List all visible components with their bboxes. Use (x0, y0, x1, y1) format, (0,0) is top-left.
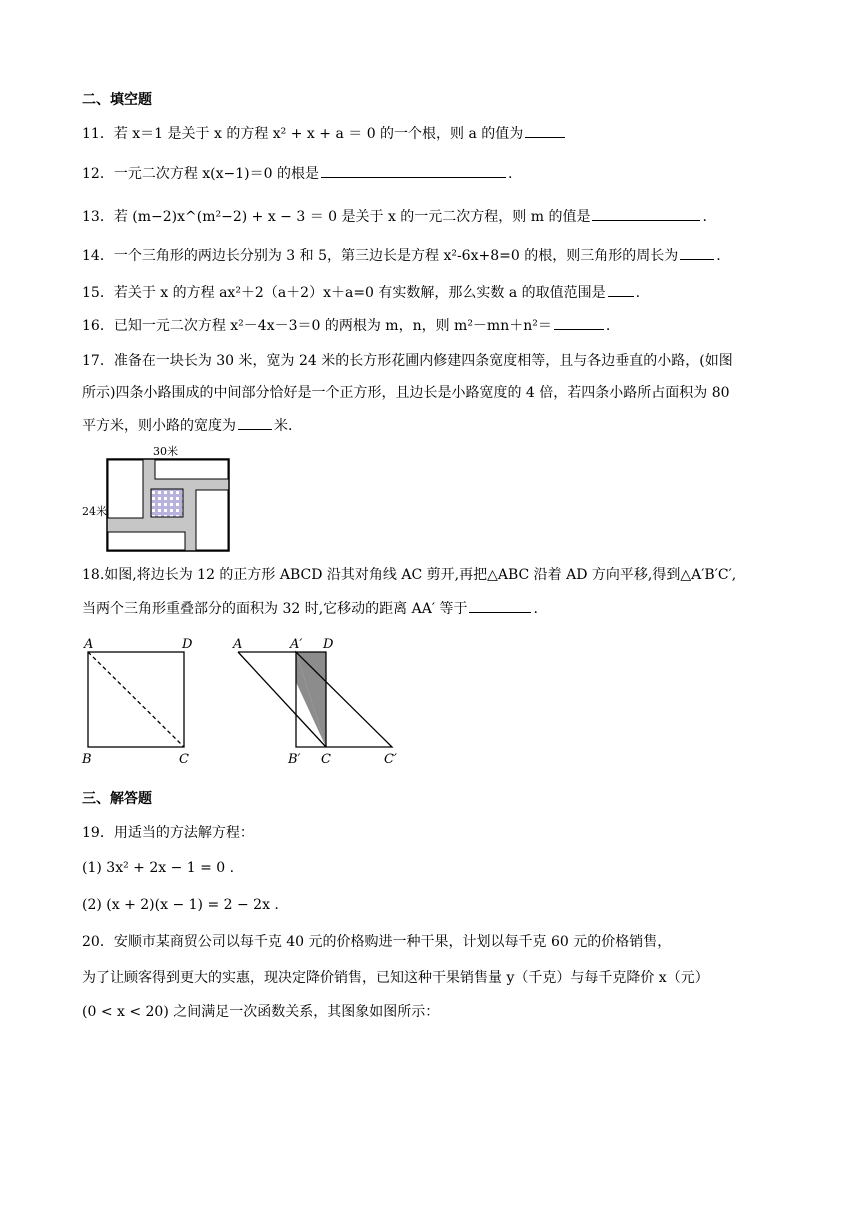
diagonal-ac (88, 652, 184, 747)
question-end: . (508, 166, 513, 182)
question-18-line-1 (82, 565, 736, 585)
label-d: D (323, 637, 334, 652)
question-text-end: 米. (274, 418, 293, 434)
question-number: 20． (82, 934, 114, 950)
question-number: 16． (82, 318, 114, 334)
question-20-line-2: 为了让顾客得到更大的实惠，现决定降价销售，已知这种干果销售量 y（千克）与每千克降价 x（元） (82, 970, 709, 986)
question-11 (82, 123, 567, 144)
question-15 (82, 282, 640, 303)
question-end: . (702, 209, 707, 225)
answer-blank (680, 245, 714, 260)
answer-blank (238, 415, 272, 430)
center-square (151, 489, 183, 517)
question-number: 19． (82, 825, 114, 841)
question-text: 用适当的方法解方程： (113, 825, 254, 841)
question-text-end: . (533, 601, 538, 617)
label-a: A (84, 637, 94, 652)
question-17-line-3 (82, 415, 292, 436)
label-c: C (321, 752, 331, 767)
question-number: 13． (82, 209, 114, 225)
question-text: 已知一元二次方程 x²－4x－3＝0 的两根为 m，n，则 m²－mn＋n²＝ (113, 318, 552, 334)
question-end: . (716, 248, 721, 264)
answer-blank (469, 598, 531, 613)
flowerbed-top-right (155, 460, 228, 479)
question-number: 11． (82, 126, 114, 142)
garden-path-figure (80, 443, 240, 555)
section-heading-fill: 二、填空题 (82, 92, 152, 108)
answer-blank (592, 206, 700, 221)
label-c-prime: C′ (384, 752, 397, 767)
label-a-prime: A′ (290, 637, 303, 652)
question-19-part-1: (1) 3x² + 2x − 1 = 0 . (82, 860, 235, 876)
question-number: 17． (82, 353, 114, 369)
square-translation-figure (78, 632, 408, 772)
flowerbed-bottom-left (108, 532, 185, 550)
question-13 (82, 206, 707, 227)
question-number: 18. (82, 567, 105, 583)
question-text: 如图,将边长为 12 的正方形 ABCD 沿其对角线 AC 剪开,再把△ABC 沿着 AD 方向平移,得到△A′B′C′, (104, 567, 737, 583)
question-text: 平方米，则小路的宽度为 (82, 418, 236, 434)
question-number: 14． (82, 248, 114, 264)
label-c: C (179, 752, 189, 767)
answer-blank (554, 315, 604, 330)
question-17-line-2: 所示)四条小路围成的中间部分恰好是一个正方形，且边长是小路宽度的 4 倍，若四条小路所占面积为 80 (82, 385, 730, 401)
question-20-line-1 (82, 932, 671, 952)
question-text: 若 x＝1 是关于 x 的方程 x² + x + a ＝ 0 的一个根，则 a 的值为 (113, 126, 524, 142)
label-b: B (82, 752, 92, 767)
question-text: 一元二次方程 x(x−1)＝0 的根是 (113, 166, 319, 182)
question-18-line-2 (82, 598, 538, 619)
flowerbed-bottom-right (196, 490, 228, 550)
question-16 (82, 315, 610, 336)
question-end: . (605, 318, 611, 334)
question-text: 准备在一块长为 30 米，宽为 24 米的长方形花圃内修建四条宽度相等，且与各边垂直的小路，(如图 (113, 353, 733, 369)
answer-blank (525, 123, 565, 138)
question-text: 若关于 x 的方程 ax²＋2（a＋2）x＋a=0 有实数解，那么实数 a 的取值范围是 (113, 285, 606, 301)
label-d: D (182, 637, 193, 652)
question-text: 安顺市某商贸公司以每千克 40 元的价格购进一种干果，计划以每千克 60 元的价格销售， (113, 934, 672, 950)
question-20-line-3: (0 < x < 20) 之间满足一次函数关系，其图象如图所示： (82, 1004, 440, 1020)
question-number: 12． (82, 166, 114, 182)
label-30m: 30米 (153, 445, 178, 458)
question-number: 15． (82, 285, 114, 301)
question-end: . (635, 285, 641, 301)
question-14 (82, 245, 721, 266)
answer-blank (321, 163, 506, 178)
question-19-part-2: (2) (x + 2)(x − 1) = 2 − 2x . (82, 897, 279, 913)
question-text: 一个三角形的两边长分别为 3 和 5，第三边长是方程 x²-6x+8=0 的根，则三角形的周长为 (113, 248, 679, 264)
question-text: 当两个三角形重叠部分的面积为 32 时,它移动的距离 AA′ 等于 (82, 601, 468, 617)
question-12 (82, 163, 512, 184)
question-19 (82, 823, 254, 843)
section-heading-solve: 三、解答题 (82, 791, 152, 807)
label-b-prime: B′ (288, 752, 301, 767)
label-24m: 24米 (82, 505, 107, 518)
answer-blank (608, 282, 634, 297)
question-17-line-1 (82, 351, 733, 371)
question-text: 若 (m−2)x^(m²−2) + x − 3 ＝ 0 是关于 x 的一元二次方程，则 m 的值是 (113, 209, 591, 225)
flowerbed-top-left (108, 460, 143, 518)
label-a: A (233, 637, 243, 652)
